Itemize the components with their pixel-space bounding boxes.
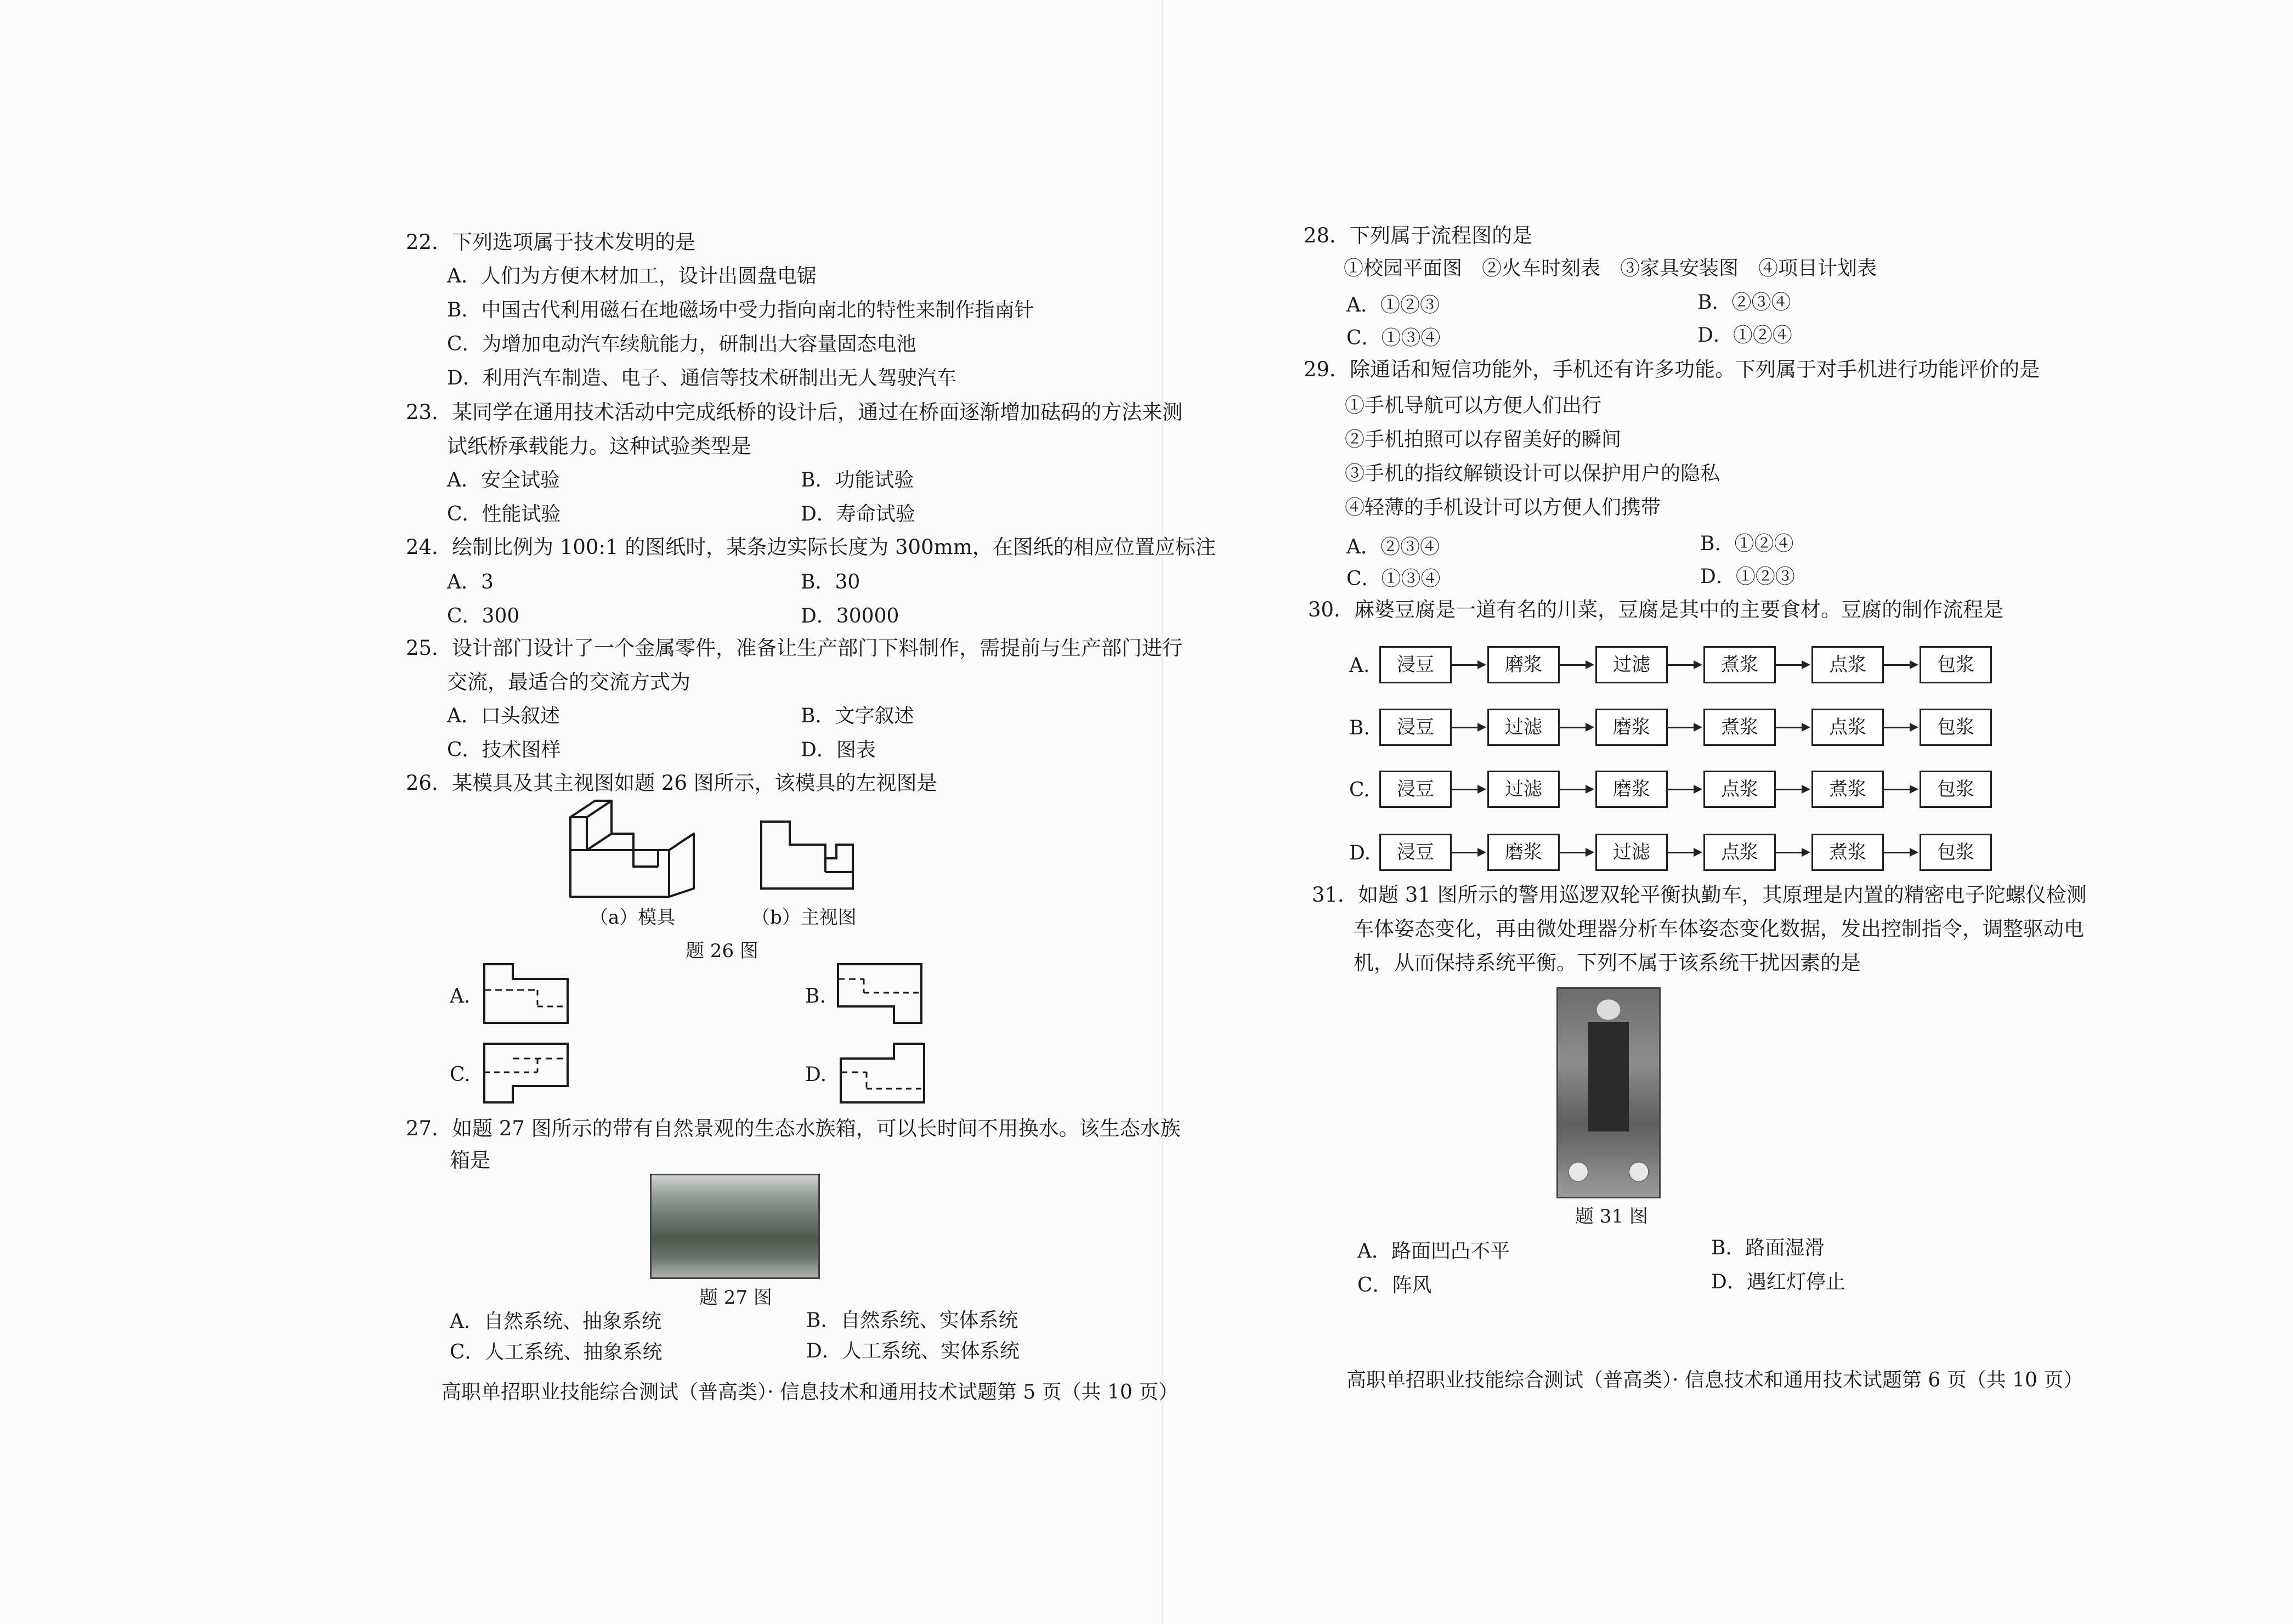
flow-step-box: 过滤 xyxy=(1487,771,1560,808)
flow-step-box: 过滤 xyxy=(1487,709,1560,746)
flow-step-box: 煮浆 xyxy=(1811,834,1884,871)
q24-option-c: C．300 xyxy=(447,605,520,627)
q24-option-b: B．30 xyxy=(801,571,860,593)
flow-arrow xyxy=(1452,852,1484,853)
q30-option-label: A. xyxy=(1349,654,1370,677)
q30-option-label: C. xyxy=(1349,779,1370,801)
flow-step-box: 点浆 xyxy=(1811,709,1884,746)
q28-option-c: C．①③④ xyxy=(1346,327,1441,349)
q28-option-b: B．②③④ xyxy=(1697,291,1791,314)
q23-option-d: D．寿命试验 xyxy=(801,503,915,525)
q26-option-c-label: C. xyxy=(450,1063,471,1086)
q22-stem: 22．下列选项属于技术发明的是 xyxy=(406,230,696,254)
q31-figure-caption: 题 31 图 xyxy=(1575,1206,1648,1227)
q25-stem-line2: 交流，最适合的交流方式为 xyxy=(447,670,690,694)
q29-item-4: ④轻薄的手机设计可以方便人们携带 xyxy=(1345,496,1661,519)
flow-step-box: 浸豆 xyxy=(1379,834,1452,871)
flow-arrow xyxy=(1452,727,1484,728)
q25-option-c: C．技术图样 xyxy=(447,739,561,761)
q26-stem: 26．某模具及其主视图如题 26 图所示，该模具的左视图是 xyxy=(406,771,937,795)
q27-stem-line2: 箱是 xyxy=(450,1148,490,1172)
q28-stem: 28．下列属于流程图的是 xyxy=(1304,224,1533,247)
q26-option-a-figure xyxy=(483,963,570,1026)
q25-stem-line1: 25．设计部门设计了一个金属零件，准备让生产部门下料制作，需提前与生产部门进行 xyxy=(406,636,1183,660)
right-page-footer: 高职单招职业技能综合测试（普高类）· 信息技术和通用技术试题第 6 页（共 10 页） xyxy=(1346,1369,2083,1391)
flow-arrow xyxy=(1776,852,1808,853)
flow-step-box: 过滤 xyxy=(1595,646,1668,683)
flow-step-box: 包浆 xyxy=(1920,771,1992,808)
q26-option-c-figure xyxy=(483,1042,570,1105)
patrol-balance-vehicle-photo xyxy=(1556,987,1661,1198)
flow-step-box: 包浆 xyxy=(1920,646,1992,683)
q25-option-a: A．口头叙述 xyxy=(447,705,560,727)
q24-option-a: A．3 xyxy=(447,571,494,593)
flow-step-box: 点浆 xyxy=(1703,771,1776,808)
flow-step-box: 过滤 xyxy=(1595,834,1668,871)
flow-arrow xyxy=(1776,664,1808,666)
q30-option-label: B. xyxy=(1349,717,1370,739)
q30-stem: 30．麻婆豆腐是一道有名的川菜，豆腐是其中的主要食材。豆腐的制作流程是 xyxy=(1308,598,2004,621)
flow-step-box: 浸豆 xyxy=(1379,771,1452,808)
q28-items: ①校园平面图 ②火车时刻表 ③家具安装图 ④项目计划表 xyxy=(1344,257,1877,280)
aquarium-photo xyxy=(650,1174,820,1279)
q31-stem-line2: 车体姿态变化，再由微处理器分析车体姿态变化数据，发出控制指令，调整驱动电 xyxy=(1354,917,2084,941)
flow-arrow xyxy=(1668,789,1700,790)
q26-option-a-label: A. xyxy=(450,985,471,1008)
flow-step-box: 磨浆 xyxy=(1595,771,1668,808)
q24-stem: 24．绘制比例为 100:1 的图纸时，某条边实际长度为 300mm，在图纸的相应位置应标注 xyxy=(406,535,1216,559)
q22-option-b: B．中国古代利用磁石在地磁场中受力指向南北的特性来制作指南针 xyxy=(447,299,1034,321)
q24-option-d: D．30000 xyxy=(801,605,899,627)
flow-arrow xyxy=(1452,664,1484,666)
q26-caption-main-view: （b）主视图 xyxy=(751,907,857,929)
flow-arrow xyxy=(1560,664,1592,666)
q25-option-b: B．文字叙述 xyxy=(801,705,914,727)
q22-option-a: A．人们为方便木材加工，设计出圆盘电锯 xyxy=(447,265,817,287)
q28-option-d: D．①②④ xyxy=(1697,324,1792,347)
q30-option-label: D. xyxy=(1349,842,1371,864)
q23-option-a: A．安全试验 xyxy=(447,469,560,491)
flow-step-box: 点浆 xyxy=(1811,646,1884,683)
q27-option-a: A．自然系统、抽象系统 xyxy=(450,1310,661,1333)
q26-option-d-figure xyxy=(839,1042,927,1105)
flow-step-box: 煮浆 xyxy=(1703,709,1776,746)
flow-arrow xyxy=(1884,727,1916,728)
flow-step-box: 煮浆 xyxy=(1811,771,1884,808)
q28-option-a: A．①②③ xyxy=(1346,294,1440,316)
flow-arrow xyxy=(1560,789,1592,790)
flow-step-box: 点浆 xyxy=(1703,834,1776,871)
q31-option-c: C．阵风 xyxy=(1357,1274,1432,1297)
q23-option-c: C．性能试验 xyxy=(447,503,561,525)
flow-arrow xyxy=(1884,852,1916,853)
q29-stem: 29．除通话和短信功能外，手机还有许多功能。下列属于对手机进行功能评价的是 xyxy=(1304,358,2040,381)
q25-option-d: D．图表 xyxy=(801,739,876,761)
q23-stem-line1: 23．某同学在通用技术活动中完成纸桥的设计后，通过在桥面逐渐增加砝码的方法来测 xyxy=(406,400,1183,424)
flow-step-box: 包浆 xyxy=(1920,834,1992,871)
q22-option-d: D．利用汽车制造、电子、通信等技术研制出无人驾驶汽车 xyxy=(447,367,956,389)
flow-arrow xyxy=(1884,789,1916,790)
flow-arrow xyxy=(1560,727,1592,728)
q29-item-1: ①手机导航可以方便人们出行 xyxy=(1345,394,1602,417)
flow-arrow xyxy=(1776,727,1808,728)
q31-option-d: D．遇红灯停止 xyxy=(1711,1271,1845,1293)
flow-step-box: 包浆 xyxy=(1920,709,1992,746)
flow-arrow xyxy=(1668,852,1700,853)
flow-arrow xyxy=(1884,664,1916,666)
flow-step-box: 浸豆 xyxy=(1379,709,1452,746)
q27-option-d: D．人工系统、实体系统 xyxy=(806,1340,1020,1362)
q29-item-2: ②手机拍照可以存留美好的瞬间 xyxy=(1345,428,1622,451)
q29-option-d: D．①②③ xyxy=(1700,565,1795,588)
q26-figure-caption: 题 26 图 xyxy=(686,940,758,962)
flow-arrow xyxy=(1452,789,1484,790)
mold-main-view-figure xyxy=(760,820,856,891)
q31-option-b: B．路面湿滑 xyxy=(1711,1237,1825,1259)
q29-option-c: C．①③④ xyxy=(1346,568,1441,590)
q27-stem-line1: 27．如题 27 图所示的带有自然景观的生态水族箱，可以长时间不用换水。该生态水族 xyxy=(406,1117,1181,1140)
q27-option-b: B．自然系统、实体系统 xyxy=(806,1309,1018,1332)
flow-step-box: 浸豆 xyxy=(1379,646,1452,683)
q26-caption-mold: （a）模具 xyxy=(590,907,676,929)
flow-arrow xyxy=(1668,727,1700,728)
flow-arrow xyxy=(1560,852,1592,853)
flow-step-box: 磨浆 xyxy=(1595,709,1668,746)
q26-option-b-label: B. xyxy=(805,985,826,1008)
q23-option-b: B．功能试验 xyxy=(801,469,914,491)
left-page-footer: 高职单招职业技能综合测试（普高类）· 信息技术和通用技术试题第 5 页（共 10 页） xyxy=(441,1381,1179,1404)
q29-item-3: ③手机的指纹解锁设计可以保护用户的隐私 xyxy=(1345,462,1720,485)
q29-option-b: B．①②④ xyxy=(1700,533,1794,555)
flow-arrow xyxy=(1776,789,1808,790)
q31-option-a: A．路面凹凸不平 xyxy=(1357,1240,1510,1263)
q26-option-d-label: D. xyxy=(805,1063,827,1086)
flow-step-box: 磨浆 xyxy=(1487,834,1560,871)
flow-step-box: 煮浆 xyxy=(1703,646,1776,683)
q29-option-a: A．②③④ xyxy=(1346,536,1440,558)
q31-stem-line3: 机，从而保持系统平衡。下列不属于该系统干扰因素的是 xyxy=(1354,951,1861,975)
q22-option-c: C．为增加电动汽车续航能力，研制出大容量固态电池 xyxy=(447,333,916,355)
mold-isometric-figure xyxy=(565,798,702,899)
q27-option-c: C．人工系统、抽象系统 xyxy=(450,1341,663,1363)
q23-stem-line2: 试纸桥承载能力。这种试验类型是 xyxy=(447,434,751,458)
q27-figure-caption: 题 27 图 xyxy=(699,1287,772,1309)
flow-step-box: 磨浆 xyxy=(1487,646,1560,683)
q31-stem-line1: 31．如题 31 图所示的警用巡逻双轮平衡执勤车，其原理是内置的精密电子陀螺仪检测 xyxy=(1312,883,2087,907)
flow-arrow xyxy=(1668,664,1700,666)
q26-option-b-figure xyxy=(836,963,924,1026)
